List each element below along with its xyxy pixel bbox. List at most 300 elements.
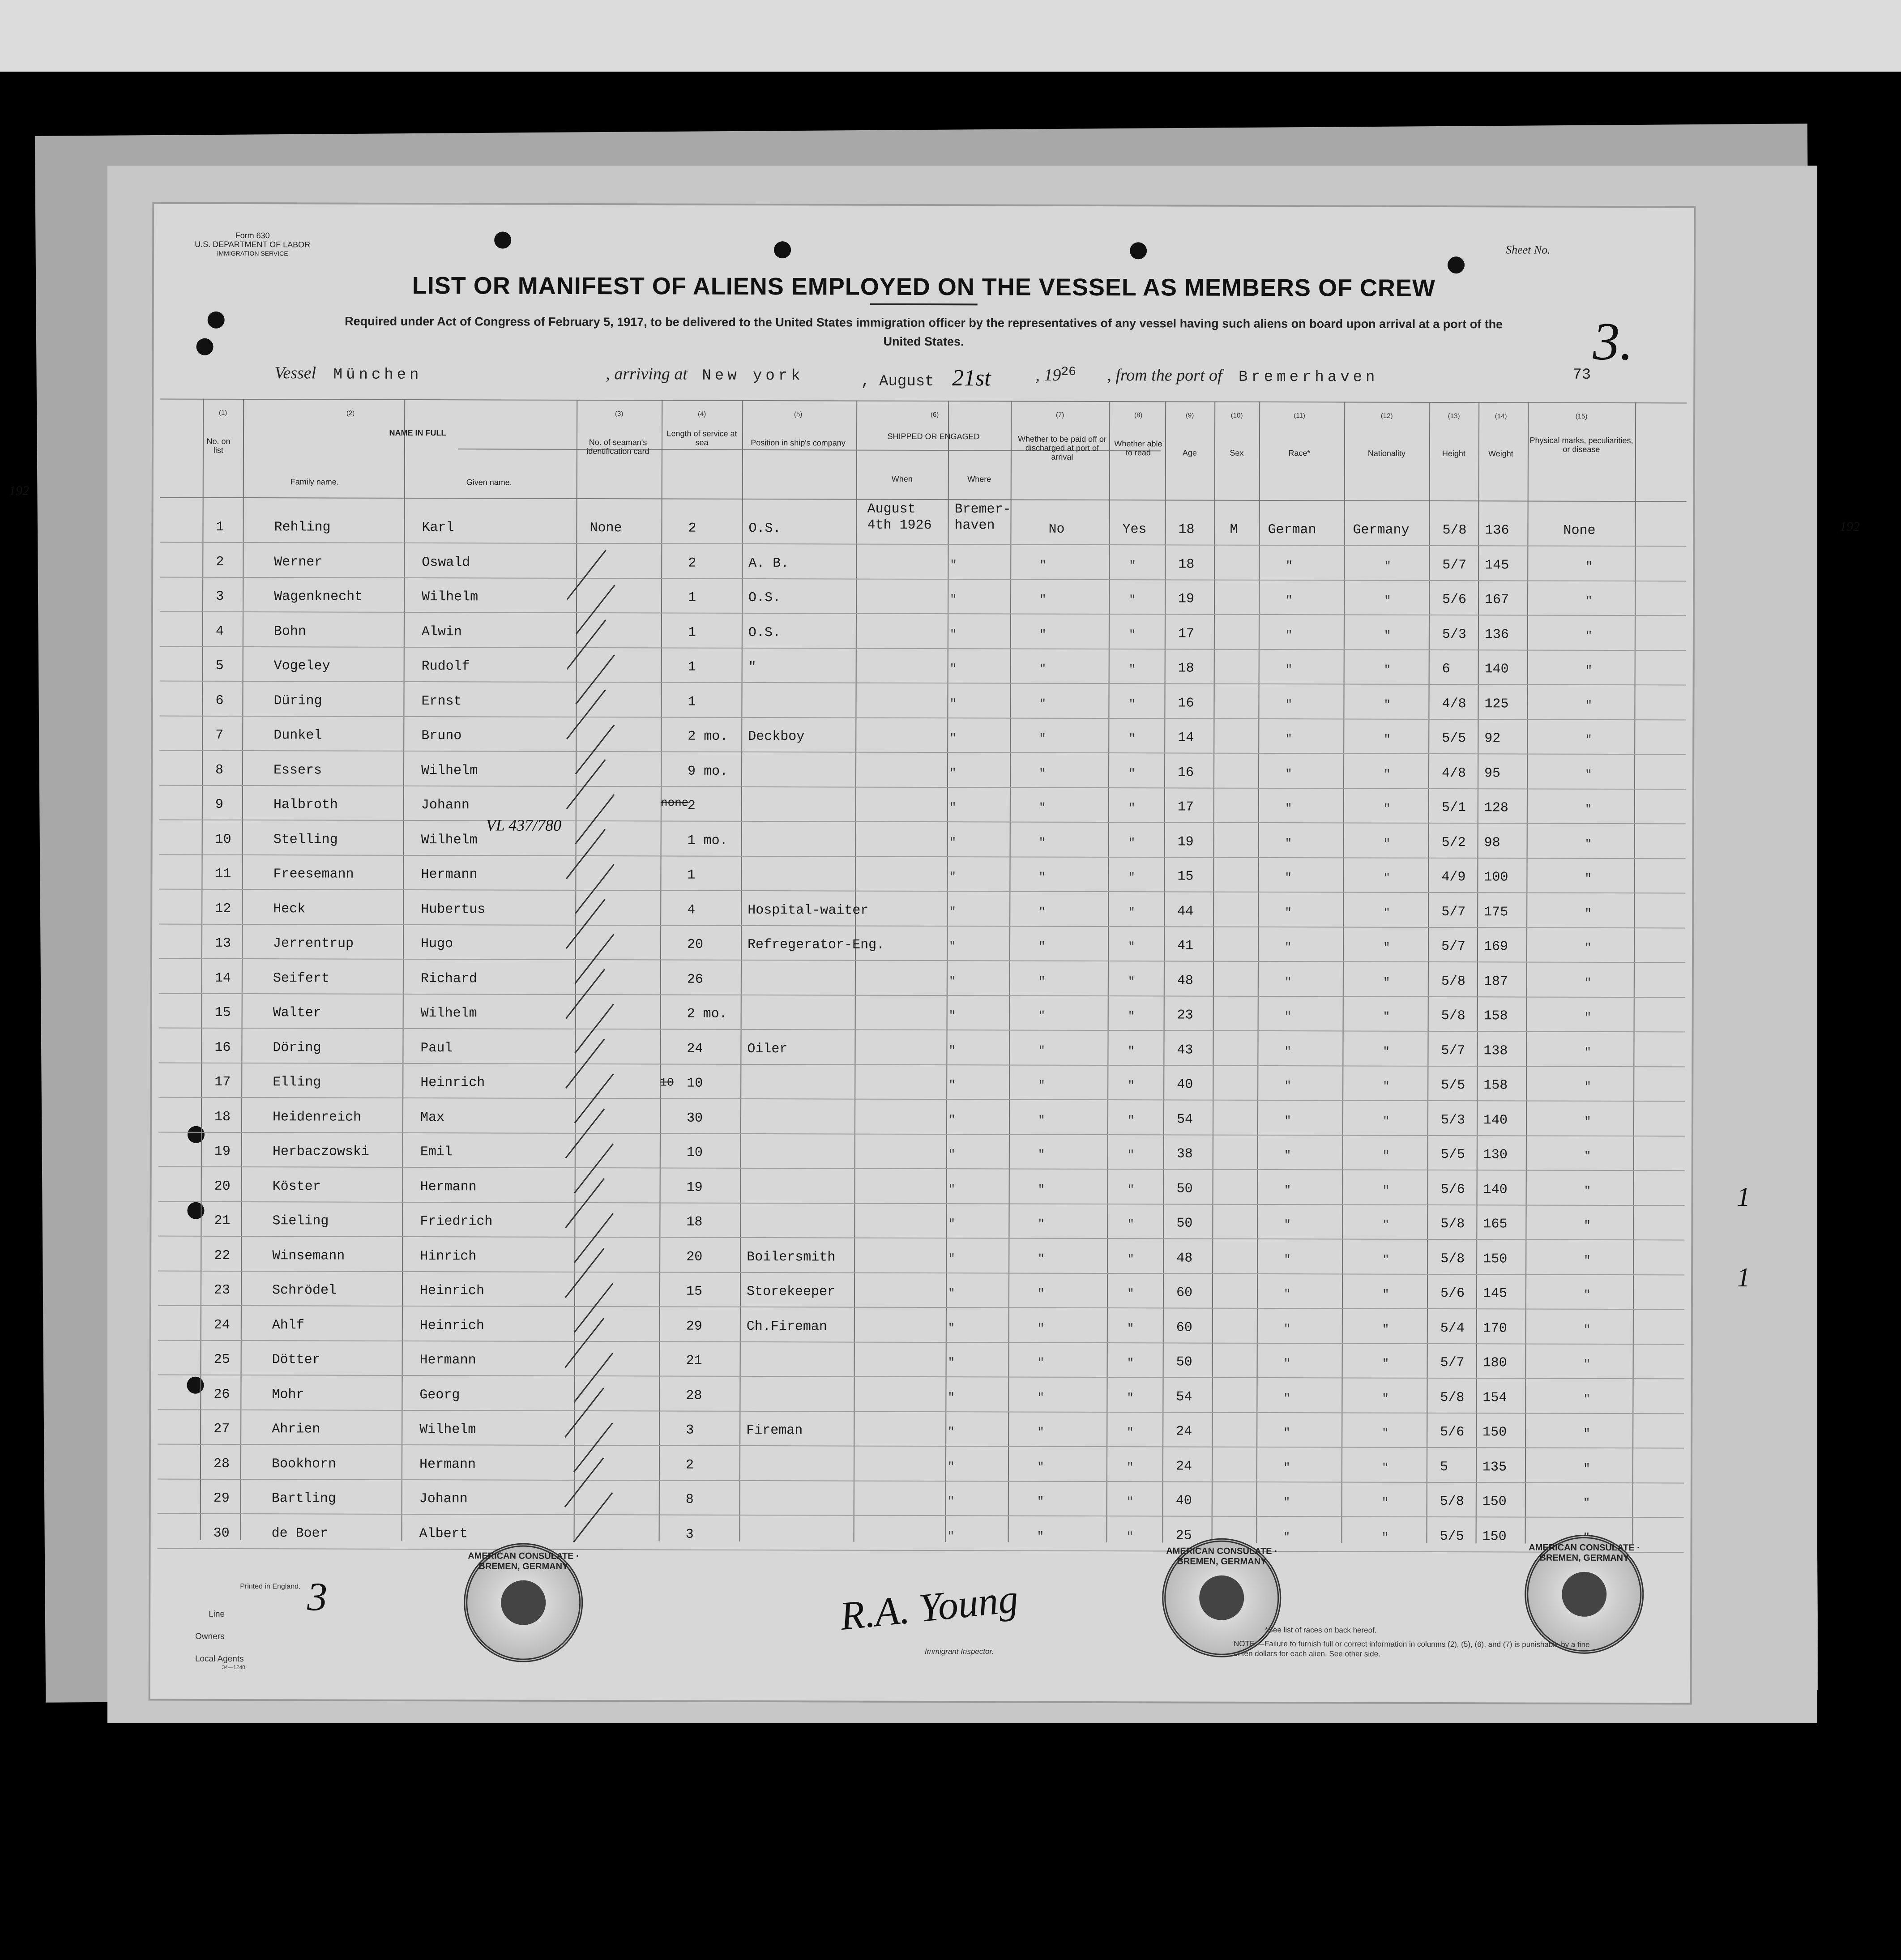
crew-given: Paul xyxy=(420,1040,453,1056)
crew-length: 1 xyxy=(688,659,696,675)
crew-family: Döring xyxy=(273,1040,321,1055)
row-rule xyxy=(158,1478,1684,1483)
ditto-mark: ″ xyxy=(1128,1079,1135,1093)
ditto-mark: ″ xyxy=(1038,836,1046,850)
row-rule xyxy=(159,854,1686,859)
crew-length: 28 xyxy=(686,1388,702,1404)
crew-family: Heck xyxy=(273,901,306,917)
ditto-mark: ″ xyxy=(1284,1183,1291,1197)
crew-length: 2 mo. xyxy=(688,729,728,744)
column-rule xyxy=(945,401,949,1542)
crew-position: Storekeeper xyxy=(746,1284,836,1300)
crew-family: Vogeley xyxy=(273,658,330,674)
crew-position: " xyxy=(748,659,756,675)
crew-length: 18 xyxy=(686,1214,703,1230)
ditto-mark: ″ xyxy=(1382,1149,1390,1162)
row1-read: Yes xyxy=(1122,522,1147,538)
crew-height: 5/3 xyxy=(1442,627,1466,642)
crew-height: 5/6 xyxy=(1440,1182,1465,1197)
table-top-border xyxy=(160,399,1687,404)
crew-no: 21 xyxy=(214,1213,231,1229)
ditto-mark: ″ xyxy=(1128,836,1136,850)
crew-no: 18 xyxy=(214,1109,231,1125)
agents-code: 34—1240 xyxy=(222,1664,245,1671)
crew-given: Karl xyxy=(422,520,454,536)
crew-length: 20 xyxy=(687,937,704,952)
crew-position: Ch.Fireman xyxy=(746,1319,827,1334)
ditto-mark: ″ xyxy=(1384,663,1391,677)
row-rule xyxy=(159,820,1686,824)
column-rule xyxy=(1256,401,1260,1543)
ditto-mark: ″ xyxy=(1584,1080,1591,1093)
crew-length: 1 xyxy=(688,625,696,641)
row1-nationality: Germany xyxy=(1353,522,1410,538)
crew-age: 19 xyxy=(1178,591,1195,607)
ditto-mark: ″ xyxy=(1584,1218,1591,1232)
column-number: (6) xyxy=(930,411,939,419)
col-race-header: Race* xyxy=(1288,448,1311,458)
crew-age: 40 xyxy=(1177,1077,1193,1093)
col-age-header: Age xyxy=(1182,448,1197,457)
ditto-slash xyxy=(564,1457,604,1507)
ditto-mark: ″ xyxy=(1128,801,1136,815)
ditto-mark: ″ xyxy=(1038,1009,1046,1023)
ditto-slash xyxy=(566,689,606,739)
crew-height: 5/6 xyxy=(1440,1425,1465,1440)
column-rule xyxy=(1476,402,1480,1543)
ditto-mark: ″ xyxy=(949,801,957,815)
row-rule xyxy=(158,1132,1685,1136)
ditto-mark: ″ xyxy=(1583,1288,1591,1302)
ditto-mark: ″ xyxy=(948,1390,955,1404)
punch-hole xyxy=(187,1377,204,1394)
ditto-mark: ″ xyxy=(1128,732,1136,746)
ditto-mark: ″ xyxy=(1585,629,1593,643)
crew-age: 40 xyxy=(1175,1493,1192,1509)
crew-given: Wilhelm xyxy=(421,763,478,778)
crew-weight: 169 xyxy=(1483,939,1508,955)
row1-where: Bremer- haven xyxy=(954,502,1011,534)
crew-age: 50 xyxy=(1176,1181,1193,1197)
ditto-mark: ″ xyxy=(1283,1426,1290,1440)
ditto-mark: ″ xyxy=(1285,871,1292,885)
crew-height: 5/5 xyxy=(1442,731,1466,747)
ditto-mark: ″ xyxy=(1286,559,1293,572)
scan-top-band xyxy=(0,0,1901,72)
crew-age: 48 xyxy=(1176,1250,1193,1266)
crew-no: 12 xyxy=(215,901,231,917)
crew-height: 5/7 xyxy=(1441,904,1466,920)
fine-note: NOTE.—Failure to furnish full or correct information in columns (2), (5), (6), and (7) is punishable by a fine of ten dollars for each alien. See other side. xyxy=(1233,1639,1590,1658)
crew-height: 5/7 xyxy=(1441,1043,1465,1059)
owners-label: Owners xyxy=(195,1631,225,1641)
ditto-mark: ″ xyxy=(947,1495,955,1508)
crew-weight: 175 xyxy=(1484,904,1508,920)
ditto-mark: ″ xyxy=(1128,662,1136,676)
ditto-mark: ″ xyxy=(1128,940,1135,954)
crew-height: 5/7 xyxy=(1442,557,1467,573)
row1-sex: M xyxy=(1230,522,1238,538)
ditto-mark: ″ xyxy=(1382,1392,1389,1405)
crew-height: 5 xyxy=(1440,1459,1448,1475)
ditto-slash xyxy=(575,864,615,914)
ditto-mark: ″ xyxy=(1584,976,1592,990)
col-marks-header: Physical marks, peculiarities, or disease xyxy=(1529,436,1633,454)
ditto-mark: ″ xyxy=(1585,871,1592,885)
ditto-mark: ″ xyxy=(948,1286,955,1300)
crew-weight: 92 xyxy=(1484,731,1501,747)
crew-height: 5/8 xyxy=(1440,1390,1465,1405)
crew-no: 26 xyxy=(214,1387,230,1402)
crew-no: 19 xyxy=(214,1144,231,1159)
crew-family: Dötter xyxy=(272,1352,320,1368)
crew-no: 6 xyxy=(215,693,224,709)
ditto-mark: ″ xyxy=(1038,1078,1045,1092)
crew-length: 3 xyxy=(685,1527,694,1542)
ditto-mark: ″ xyxy=(948,1217,956,1231)
crew-weight: 180 xyxy=(1482,1355,1507,1371)
crew-given: Hermann xyxy=(421,867,478,883)
ditto-mark: ″ xyxy=(1285,628,1293,642)
ditto-mark: ″ xyxy=(1382,1114,1390,1128)
crew-weight: 136 xyxy=(1485,523,1509,538)
crew-weight: 150 xyxy=(1482,1494,1507,1510)
ditto-mark: ″ xyxy=(1585,698,1593,712)
row-rule xyxy=(160,611,1686,616)
crew-age: 54 xyxy=(1176,1389,1192,1405)
col-no-header: No. on list xyxy=(206,436,231,455)
ditto-mark: ″ xyxy=(1037,1460,1044,1474)
ditto-mark: ″ xyxy=(1585,802,1592,816)
ditto-mark: ″ xyxy=(1285,836,1292,850)
row-rule xyxy=(160,681,1686,686)
ditto-mark: ″ xyxy=(1127,1217,1135,1231)
crew-no: 2 xyxy=(216,554,224,570)
ditto-mark: ″ xyxy=(950,593,957,606)
ditto-mark: ″ xyxy=(948,1251,955,1265)
crew-length: 30 xyxy=(686,1110,703,1126)
crew-no: 7 xyxy=(215,727,224,743)
crew-age: 41 xyxy=(1177,938,1194,954)
crew-length: 15 xyxy=(686,1284,703,1299)
crew-given: Wilhelm xyxy=(422,589,478,605)
column-rule xyxy=(1162,401,1166,1542)
ditto-mark: ″ xyxy=(949,939,956,953)
eagle-emblem-icon xyxy=(1562,1572,1606,1617)
crew-height: 4/8 xyxy=(1442,765,1466,781)
column-rule xyxy=(1427,402,1431,1543)
crew-length: 21 xyxy=(686,1353,702,1369)
crew-height: 4/8 xyxy=(1442,696,1466,712)
ditto-mark: ″ xyxy=(1038,974,1046,988)
column-number: (10) xyxy=(1230,411,1243,419)
crew-height: 5/8 xyxy=(1441,1008,1465,1024)
ditto-mark: ″ xyxy=(1129,593,1136,607)
crew-given: Alwin xyxy=(421,624,462,640)
crew-position: O.S. xyxy=(748,521,781,537)
ditto-mark: ″ xyxy=(948,1113,956,1127)
ditto-mark: ″ xyxy=(1037,1286,1045,1300)
ditto-mark: ″ xyxy=(1285,732,1292,746)
crew-age: 14 xyxy=(1178,730,1194,746)
printed-in: Printed in England. xyxy=(240,1583,301,1591)
crew-family: Ahlf xyxy=(272,1317,304,1333)
crew-no: 24 xyxy=(214,1317,230,1333)
ditto-mark: ″ xyxy=(1127,1391,1134,1405)
column-rule xyxy=(574,400,578,1541)
crew-length: 3 xyxy=(686,1422,694,1438)
crew-length: 1 xyxy=(688,694,696,710)
crew-weight: 125 xyxy=(1484,696,1509,712)
crew-weight: 170 xyxy=(1482,1320,1507,1336)
col-length-header: Length of service at sea xyxy=(666,429,737,447)
ditto-mark: ″ xyxy=(1128,974,1135,988)
arrival-port: New york xyxy=(702,367,804,385)
ditto-mark: ″ xyxy=(1039,628,1047,641)
crew-given: Friedrich xyxy=(420,1214,493,1230)
crew-family: de Boer xyxy=(271,1525,328,1542)
ditto-slash xyxy=(573,1353,613,1403)
ditto-mark: ″ xyxy=(1285,802,1292,816)
ditto-mark: ″ xyxy=(1038,1044,1046,1058)
ditto-slash xyxy=(574,1213,614,1263)
row-rule xyxy=(159,750,1686,755)
crew-family: Jerrentrup xyxy=(273,936,354,952)
col-sex-header: Sex xyxy=(1230,448,1244,457)
ditto-mark: ″ xyxy=(1584,1115,1591,1128)
ditto-slash xyxy=(566,619,606,670)
column-number: (7) xyxy=(1055,411,1064,419)
column-number: (3) xyxy=(615,410,624,418)
crew-length: 1 mo. xyxy=(687,833,728,849)
column-number: (4) xyxy=(697,410,706,418)
crew-given: Hermann xyxy=(420,1179,477,1195)
crew-given: Richard xyxy=(420,971,477,986)
ditto-mark: ″ xyxy=(1039,662,1047,676)
ditto-slash xyxy=(574,1283,614,1333)
ditto-mark: ″ xyxy=(948,1356,955,1370)
ditto-mark: ″ xyxy=(948,1321,955,1335)
ditto-mark: ″ xyxy=(1585,594,1593,608)
ditto-mark: ″ xyxy=(1383,940,1390,954)
crew-given: Emil xyxy=(420,1144,453,1160)
ditto-mark: ″ xyxy=(1284,1044,1292,1058)
crew-age: 60 xyxy=(1176,1319,1192,1336)
arrival-date: , August 21st xyxy=(861,365,991,391)
ditto-mark: ″ xyxy=(948,1182,956,1196)
ditto-mark: ″ xyxy=(1382,1426,1389,1440)
ditto-mark: ″ xyxy=(1584,941,1592,955)
crew-family: Rehling xyxy=(274,520,331,535)
ditto-mark: ″ xyxy=(1038,1183,1045,1196)
left-margin-mark: 192 xyxy=(9,483,29,498)
form-header: Form 630 U.S. DEPARTMENT OF LABOR IMMIGRATION SERVICE xyxy=(195,231,311,257)
ditto-mark: ″ xyxy=(1383,871,1391,885)
crew-family: Mohr xyxy=(272,1387,304,1402)
crew-height: 5/8 xyxy=(1440,1217,1465,1232)
row-rule xyxy=(158,1236,1684,1241)
right-tally-2: 1 xyxy=(1737,1263,1750,1292)
ditto-mark: ″ xyxy=(1381,1495,1389,1509)
crew-no: 1 xyxy=(216,519,224,535)
ditto-mark: ″ xyxy=(1127,1426,1134,1439)
row-rule xyxy=(158,1305,1684,1310)
crew-no: 29 xyxy=(213,1490,230,1506)
ditto-mark: ″ xyxy=(1284,1218,1291,1232)
row17-crossed-value: 10 xyxy=(660,1076,674,1089)
crew-weight: 138 xyxy=(1483,1043,1508,1059)
crew-height: 5/7 xyxy=(1440,1355,1465,1371)
crew-family: Köster xyxy=(272,1179,321,1194)
crew-age: 44 xyxy=(1177,903,1194,919)
ditto-mark: ″ xyxy=(1283,1322,1291,1336)
right-margin-mark: 192 xyxy=(1840,519,1860,534)
crew-given: Heinrich xyxy=(419,1318,484,1333)
ditto-mark: ″ xyxy=(1383,975,1390,989)
ditto-mark: ″ xyxy=(1585,768,1592,781)
ditto-mark: ″ xyxy=(1384,767,1391,781)
crew-family: Essers xyxy=(273,762,322,778)
crew-no: 5 xyxy=(215,658,224,674)
crew-family: Seifert xyxy=(273,970,329,986)
crew-length: 2 xyxy=(687,798,696,814)
manifest-sheet xyxy=(150,204,1694,1703)
crew-age: 38 xyxy=(1176,1146,1193,1162)
crew-age: 18 xyxy=(1178,522,1195,538)
ditto-mark: ″ xyxy=(1384,559,1391,573)
ditto-mark: ″ xyxy=(1284,1114,1291,1127)
crew-no: 23 xyxy=(214,1282,231,1298)
ditto-mark: ″ xyxy=(1382,1287,1389,1301)
crew-age: 50 xyxy=(1176,1216,1193,1231)
crew-weight: 187 xyxy=(1483,974,1508,989)
ditto-slash xyxy=(573,1422,613,1473)
ditto-mark: ″ xyxy=(1584,1253,1591,1267)
ditto-mark: ″ xyxy=(1383,837,1391,850)
ditto-mark: ″ xyxy=(1128,697,1136,711)
crew-length: 26 xyxy=(687,972,703,987)
ditto-mark: ″ xyxy=(1583,1496,1590,1510)
crew-position: O.S. xyxy=(748,590,781,606)
crew-height: 4/9 xyxy=(1441,870,1466,885)
crew-height: 5/1 xyxy=(1441,800,1466,816)
crew-age: 23 xyxy=(1177,1008,1193,1023)
ditto-slash xyxy=(565,1178,605,1228)
crew-weight: 130 xyxy=(1483,1147,1508,1163)
column-rule xyxy=(659,400,663,1541)
punch-hole xyxy=(208,312,225,329)
consulate-seal: AMERICAN CONSULATE · BREMEN, GERMANY xyxy=(1525,1535,1644,1654)
ditto-mark: ″ xyxy=(1284,1149,1291,1162)
crew-given: Wilhelm xyxy=(421,832,478,848)
ditto-mark: ″ xyxy=(1128,1044,1135,1058)
row-rule xyxy=(158,1513,1684,1518)
crew-length: 29 xyxy=(686,1319,702,1334)
crew-family: Düring xyxy=(273,693,322,709)
crew-family: Dunkel xyxy=(273,728,322,743)
ditto-mark: ″ xyxy=(1039,558,1047,572)
crew-weight: 158 xyxy=(1483,1008,1508,1024)
ditto-mark: ″ xyxy=(1382,1357,1389,1371)
crew-family: Werner xyxy=(274,554,323,570)
ditto-mark: ″ xyxy=(1038,905,1046,919)
row-rule xyxy=(159,785,1686,790)
eagle-emblem-icon xyxy=(1199,1576,1244,1620)
row-rule xyxy=(158,1444,1684,1449)
crew-no: 10 xyxy=(215,832,231,847)
crew-age: 24 xyxy=(1176,1424,1192,1439)
ditto-mark: ″ xyxy=(1383,1079,1390,1093)
ditto-mark: ″ xyxy=(1283,1391,1291,1405)
col-position-header: Position in ship's company xyxy=(751,438,846,448)
crew-height: 5/5 xyxy=(1441,1078,1465,1093)
column-number: (14) xyxy=(1495,412,1507,420)
punch-hole xyxy=(494,231,511,248)
row-rule xyxy=(159,923,1685,928)
consulate-seal: AMERICAN CONSULATE · BREMEN, GERMANY xyxy=(464,1543,583,1662)
crew-no: 13 xyxy=(215,935,231,951)
crew-no: 4 xyxy=(215,623,224,639)
crew-position: Deckboy xyxy=(748,729,805,745)
ditto-mark: ″ xyxy=(1283,1530,1290,1544)
ditto-slash xyxy=(566,899,606,949)
vessel-line: Vessel München xyxy=(274,363,423,384)
crew-age: 16 xyxy=(1178,695,1194,711)
row-rule xyxy=(160,542,1686,547)
column-rule xyxy=(739,400,743,1542)
ditto-mark: ″ xyxy=(949,731,957,745)
ditto-mark: ″ xyxy=(1286,594,1293,607)
crew-position: Fireman xyxy=(746,1422,803,1439)
col-paid-header: Whether to be paid off or discharged at port of arrival xyxy=(1018,434,1106,461)
ditto-mark: ″ xyxy=(1039,593,1047,606)
ditto-slash xyxy=(567,550,607,600)
crew-height: 6 xyxy=(1442,662,1450,677)
crew-height: 5/8 xyxy=(1440,1251,1465,1267)
row-rule xyxy=(159,993,1685,998)
col-nationality-header: Nationality xyxy=(1367,448,1405,458)
crew-height: 5/4 xyxy=(1440,1320,1465,1336)
crew-weight: 150 xyxy=(1482,1425,1507,1440)
ditto-slash xyxy=(566,759,606,809)
crew-weight: 136 xyxy=(1484,627,1509,642)
column-rule xyxy=(1632,402,1636,1544)
ditto-mark: ″ xyxy=(948,1078,956,1092)
ditto-slash xyxy=(575,654,615,705)
ditto-mark: ″ xyxy=(1038,801,1046,815)
row-rule xyxy=(158,1548,1684,1553)
crew-height: 5/5 xyxy=(1440,1529,1464,1544)
right-tally-1: 1 xyxy=(1737,1182,1750,1212)
line-label: Line xyxy=(209,1609,225,1619)
ditto-mark: ″ xyxy=(1283,1460,1290,1474)
crew-length: 2 mo. xyxy=(687,1006,727,1022)
punch-hole xyxy=(196,338,213,355)
column-rule xyxy=(240,399,244,1540)
row-rule xyxy=(158,1201,1685,1206)
handwritten-sheet-mark: 3. xyxy=(1593,311,1633,372)
row-rule xyxy=(158,1062,1685,1067)
ditto-mark: ″ xyxy=(1037,1391,1045,1405)
crew-length: 20 xyxy=(686,1249,703,1265)
ditto-mark: ″ xyxy=(1038,870,1046,884)
ditto-mark: ″ xyxy=(948,1043,956,1057)
crew-family: Wagenknecht xyxy=(274,589,363,605)
ditto-mark: ″ xyxy=(949,835,957,849)
crew-height: 5/8 xyxy=(1441,974,1465,989)
crew-given: Johann xyxy=(419,1491,468,1507)
row-rule xyxy=(158,1340,1684,1345)
